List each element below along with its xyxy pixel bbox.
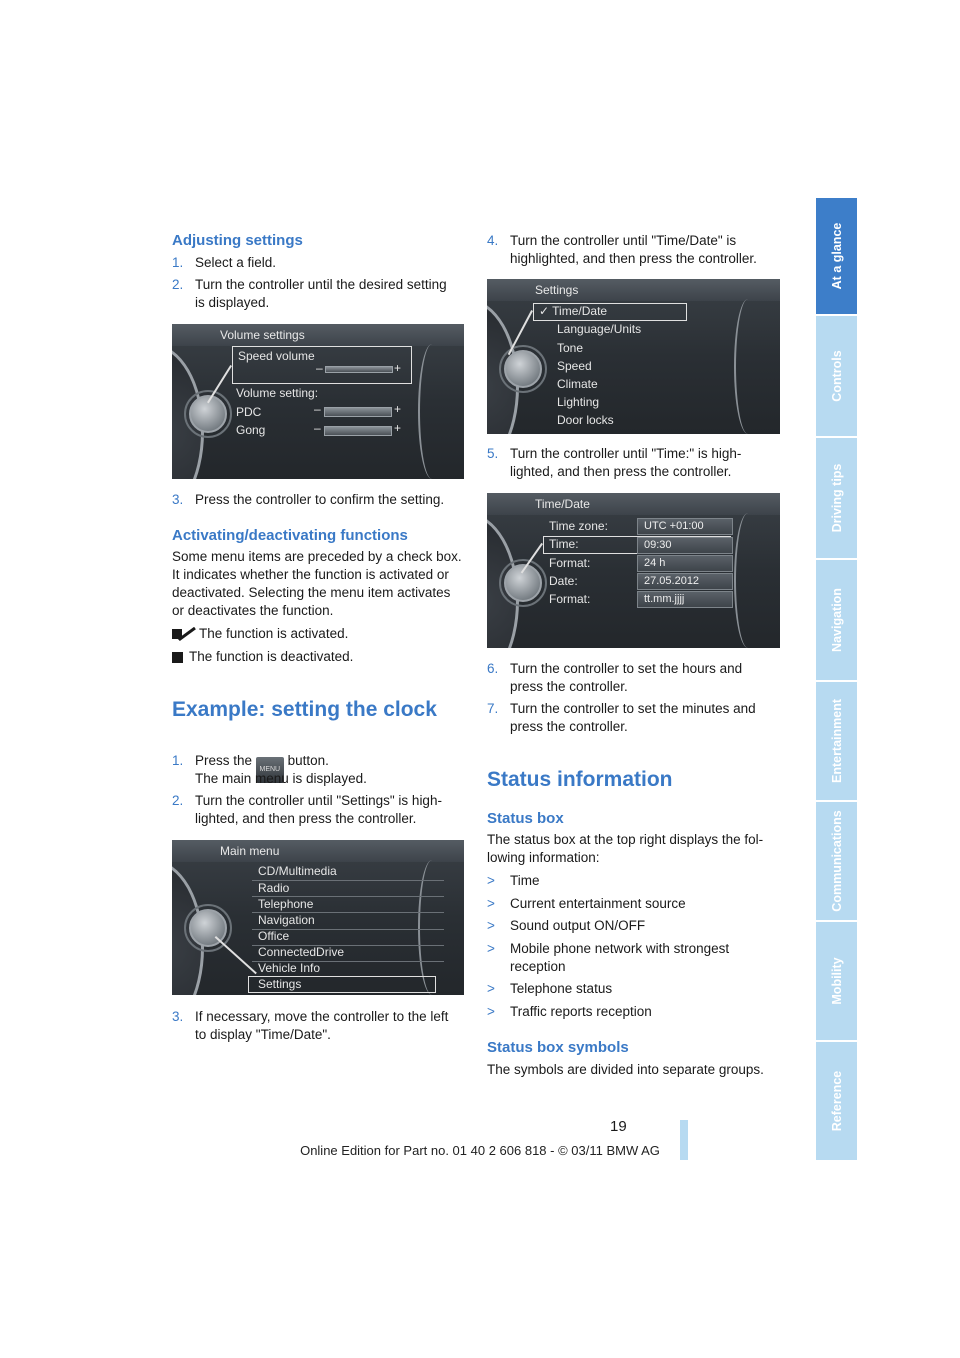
heading-adjusting-settings: Adjusting settings [172, 232, 303, 249]
tab-communications[interactable]: Communications [816, 802, 857, 922]
tab-entertainment[interactable]: Entertainment [816, 682, 857, 802]
tab-controls[interactable]: Controls [816, 316, 857, 438]
main-menu-screen: Main menu CD/Multimedia Radio Telephone Navigation Office ConnectedDrive Vehicle Info Settings [172, 840, 464, 995]
footer-text: Online Edition for Part no. 01 40 2 606 818 - © 03/11 BMW AG [300, 1143, 660, 1158]
tab-at-a-glance[interactable]: At a glance [816, 198, 857, 316]
activating-paragraph: Some menu items are preceded by a check box. It indicates whether the function is activated or deactivated. Selecting the menu item activates or deactivates the function. [172, 549, 462, 618]
status-box-intro: The status box at the top right displays the fol- lowing information: [487, 832, 764, 865]
controller-knob-icon [504, 350, 542, 388]
screen-title: Volume settings [172, 324, 464, 346]
symbols-text: The symbols are divided into separate groups. [487, 1062, 764, 1077]
time-date-screen: Time/Date Time zone: UTC +01:00 Time: 09:30 Format: 24 h Date: 27.05.2012 Format: tt.mm.jjjj [487, 493, 780, 648]
heading-example: Example: setting the clock [172, 698, 437, 721]
heading-status-box-symbols: Status box symbols [487, 1039, 629, 1056]
heading-activating: Activating/deactivating functions [172, 527, 408, 544]
heading-status-information: Status information [487, 768, 673, 791]
tab-mobility[interactable]: Mobility [816, 922, 857, 1042]
heading-status-box: Status box [487, 810, 564, 827]
settings-screen: Settings ✓ Time/Date Language/Units Tone Speed Climate Lighting Door locks [487, 279, 780, 434]
checkmark-icon [172, 627, 196, 641]
tab-reference[interactable]: Reference [816, 1042, 857, 1162]
tab-driving-tips[interactable]: Driving tips [816, 438, 857, 560]
volume-settings-screen: Volume settings Speed volume – + Volume setting: PDC – + Gong – + [172, 324, 464, 479]
checkbox-empty-icon [172, 652, 183, 663]
tab-navigation[interactable]: Navigation [816, 560, 857, 682]
menu-button-icon: MENU [256, 757, 284, 783]
page-number: 19 [610, 1118, 627, 1135]
